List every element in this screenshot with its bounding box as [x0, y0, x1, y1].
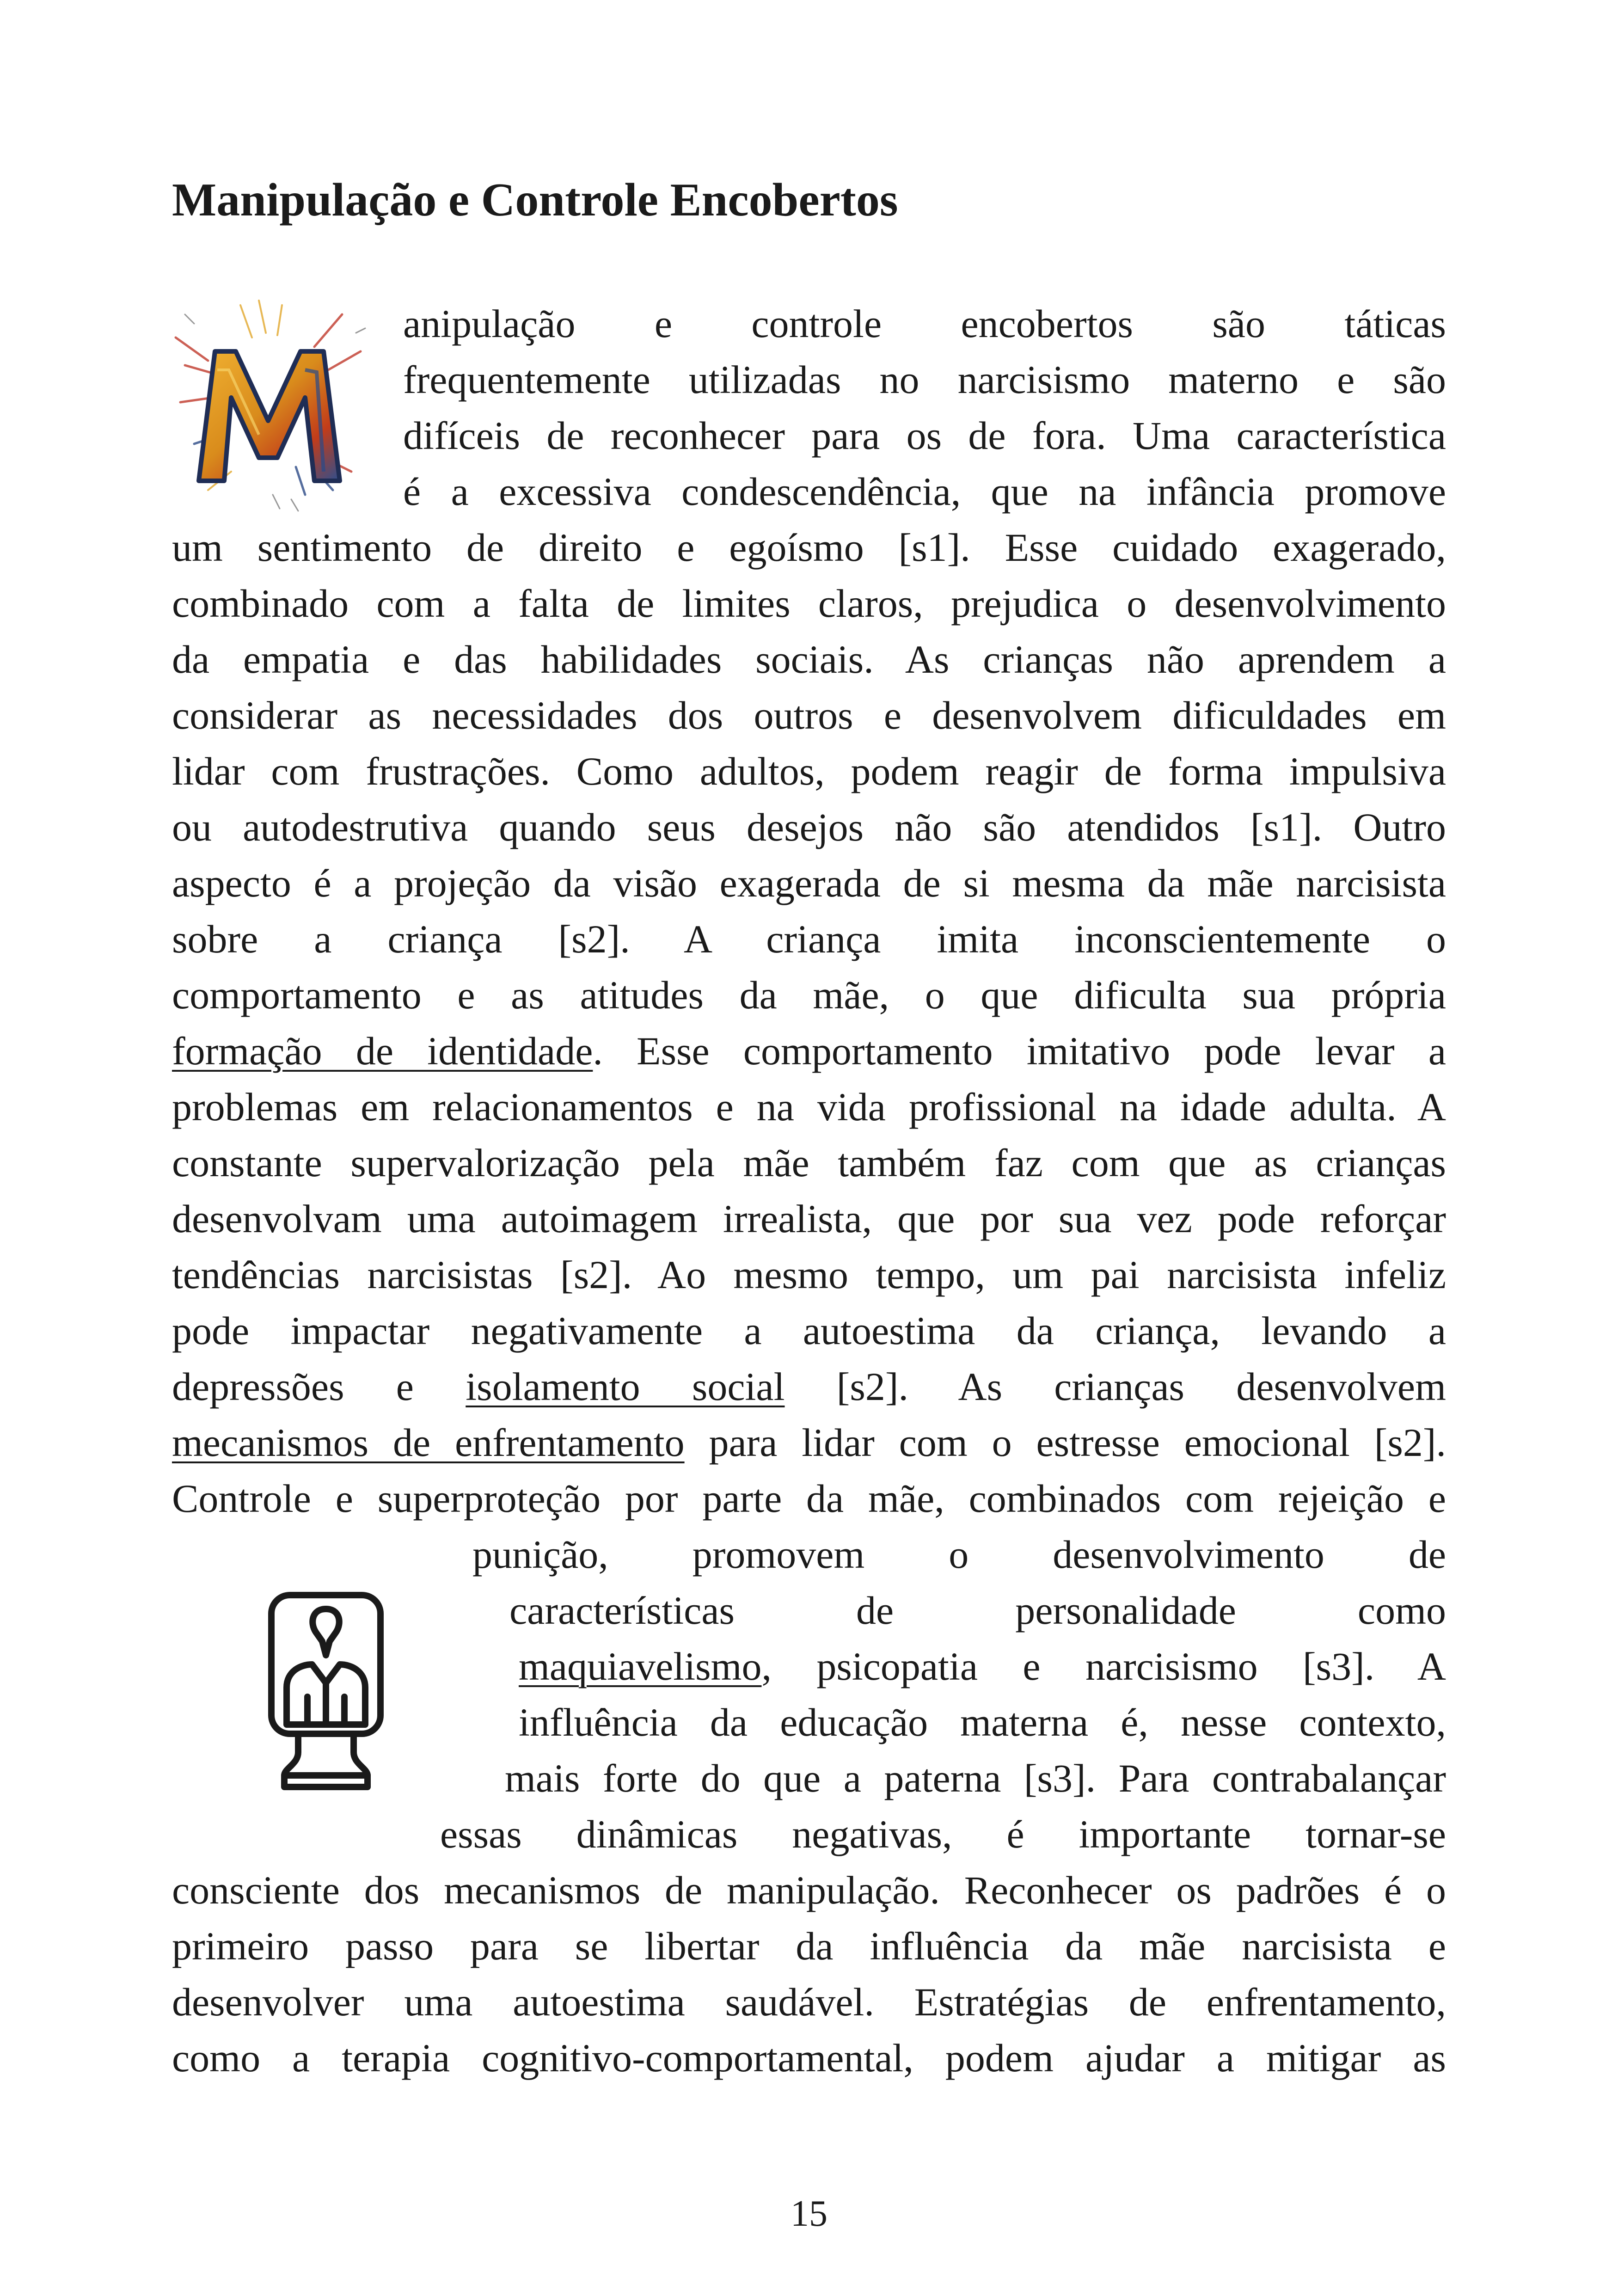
- text-segment: desenvolver uma autoestima saudável. Estratégias de enfrentamento,: [172, 1980, 1446, 2024]
- text-line: [172, 1191, 1446, 1247]
- text-line: [172, 911, 1446, 967]
- text-line: [172, 967, 1446, 1023]
- text-line: [172, 632, 1446, 688]
- text-segment: um sentimento de direito e egoísmo [s1]. Esse cuidado exagerado,: [172, 525, 1446, 570]
- text-segment: difíceis de reconhecer para os de fora. Uma característica: [403, 413, 1446, 458]
- text-segment: lidar com frustrações. Como adultos, podem reagir de forma impulsiva: [172, 749, 1446, 793]
- text-segment: características de personalidade como: [509, 1588, 1446, 1633]
- text-line: [403, 464, 1446, 520]
- text-line: [172, 688, 1446, 743]
- underlined-term: formação de identidade: [172, 1029, 593, 1073]
- text-line: [172, 1023, 1446, 1079]
- text-line: [440, 1806, 1446, 1862]
- text-segment: tendências narcisistas [s2]. Ao mesmo tempo, um pai narcisista infeliz: [172, 1252, 1446, 1297]
- text-line: [403, 408, 1446, 464]
- text-segment: influência da educação materna é, nesse contexto,: [519, 1700, 1446, 1744]
- text-segment: pode impactar negativamente a autoestima da criança, levando a: [172, 1308, 1446, 1353]
- text-line: [172, 799, 1446, 855]
- text-line: [172, 1247, 1446, 1303]
- text-segment: sobre a criança [s2]. A criança imita inconscientemente o: [172, 917, 1446, 961]
- text-segment: para lidar com o estresse emocional [s2].: [684, 1420, 1446, 1465]
- text-segment: problemas em relacionamentos e na vida profissional na idade adulta. A: [172, 1085, 1446, 1129]
- text-segment: combinado com a falta de limites claros, prejudica o desenvolvimento: [172, 581, 1446, 626]
- underlined-term: mecanismos de enfrentamento: [172, 1420, 685, 1465]
- text-line: [172, 576, 1446, 632]
- text-segment: mais forte do que a paterna [s3]. Para contrabalançar: [505, 1756, 1446, 1800]
- text-line: [172, 855, 1446, 911]
- text-line: [172, 1974, 1446, 2030]
- text-segment: frequentemente utilizadas no narcisismo materno e são: [403, 357, 1446, 402]
- text-line: [172, 1415, 1446, 1471]
- text-line: [172, 1862, 1446, 1918]
- text-line: [172, 743, 1446, 799]
- text-segment: considerar as necessidades dos outros e desenvolvem dificuldades em: [172, 693, 1446, 737]
- text-line: [172, 1471, 1446, 1527]
- text-line: [172, 2030, 1446, 2086]
- text-segment: primeiro passo para se libertar da influência da mãe narcisista e: [172, 1924, 1446, 1968]
- text-line: [505, 1750, 1446, 1806]
- text-segment: constante supervalorização pela mãe também faz com que as crianças: [172, 1141, 1446, 1185]
- page-number: 15: [791, 2193, 827, 2234]
- text-segment: punição, promovem o desenvolvimento de: [472, 1532, 1446, 1577]
- underlined-term: maquiavelismo: [519, 1644, 762, 1688]
- text-segment: aspecto é a projeção da visão exagerada de si mesma da mãe narcisista: [172, 861, 1446, 905]
- bust-statue-icon: [266, 1590, 386, 1794]
- underlined-term: isolamento social: [466, 1364, 785, 1409]
- text-line: [172, 1135, 1446, 1191]
- text-line: [472, 1527, 1446, 1583]
- text-segment: , psicopatia e narcisismo [s3]. A: [761, 1644, 1446, 1688]
- text-line: [172, 1079, 1446, 1135]
- text-line: [403, 296, 1446, 352]
- text-segment: . Esse comportamento imitativo pode levar a: [593, 1029, 1446, 1073]
- text-line: [172, 520, 1446, 576]
- text-segment: anipulação e controle encobertos são táticas: [403, 301, 1446, 346]
- text-line: [403, 352, 1446, 408]
- text-line: [519, 1694, 1446, 1750]
- text-segment: comportamento e as atitudes da mãe, o que dificulta sua própria: [172, 973, 1446, 1017]
- text-segment: Controle e superproteção por parte da mãe, combinados com rejeição e: [172, 1476, 1446, 1521]
- text-segment: depressões e: [172, 1364, 466, 1409]
- text-line: [509, 1583, 1446, 1639]
- text-segment: desenvolvam uma autoimagem irrealista, que por sua vez pode reforçar: [172, 1197, 1446, 1241]
- text-line: [172, 1918, 1446, 1974]
- text-segment: é a excessiva condescendência, que na infância promove: [403, 469, 1446, 514]
- text-line: [519, 1639, 1446, 1694]
- section-title: Manipulação e Controle Encobertos: [172, 174, 898, 226]
- text-line: [172, 1359, 1446, 1415]
- text-segment: consciente dos mecanismos de manipulação. Reconhecer os padrões é o: [172, 1868, 1446, 1912]
- text-segment: ou autodestrutiva quando seus desejos não são atendidos [s1]. Outro: [172, 805, 1446, 849]
- text-segment: como a terapia cognitivo-comportamental, podem ajudar a mitigar as: [172, 2036, 1446, 2080]
- text-segment: da empatia e das habilidades sociais. As crianças não aprendem a: [172, 637, 1446, 681]
- text-line: [172, 1303, 1446, 1359]
- body-text: [172, 296, 1446, 2086]
- text-segment: essas dinâmicas negativas, é importante tornar-se: [440, 1812, 1446, 1856]
- text-segment: [s2]. As crianças desenvolvem: [784, 1364, 1446, 1409]
